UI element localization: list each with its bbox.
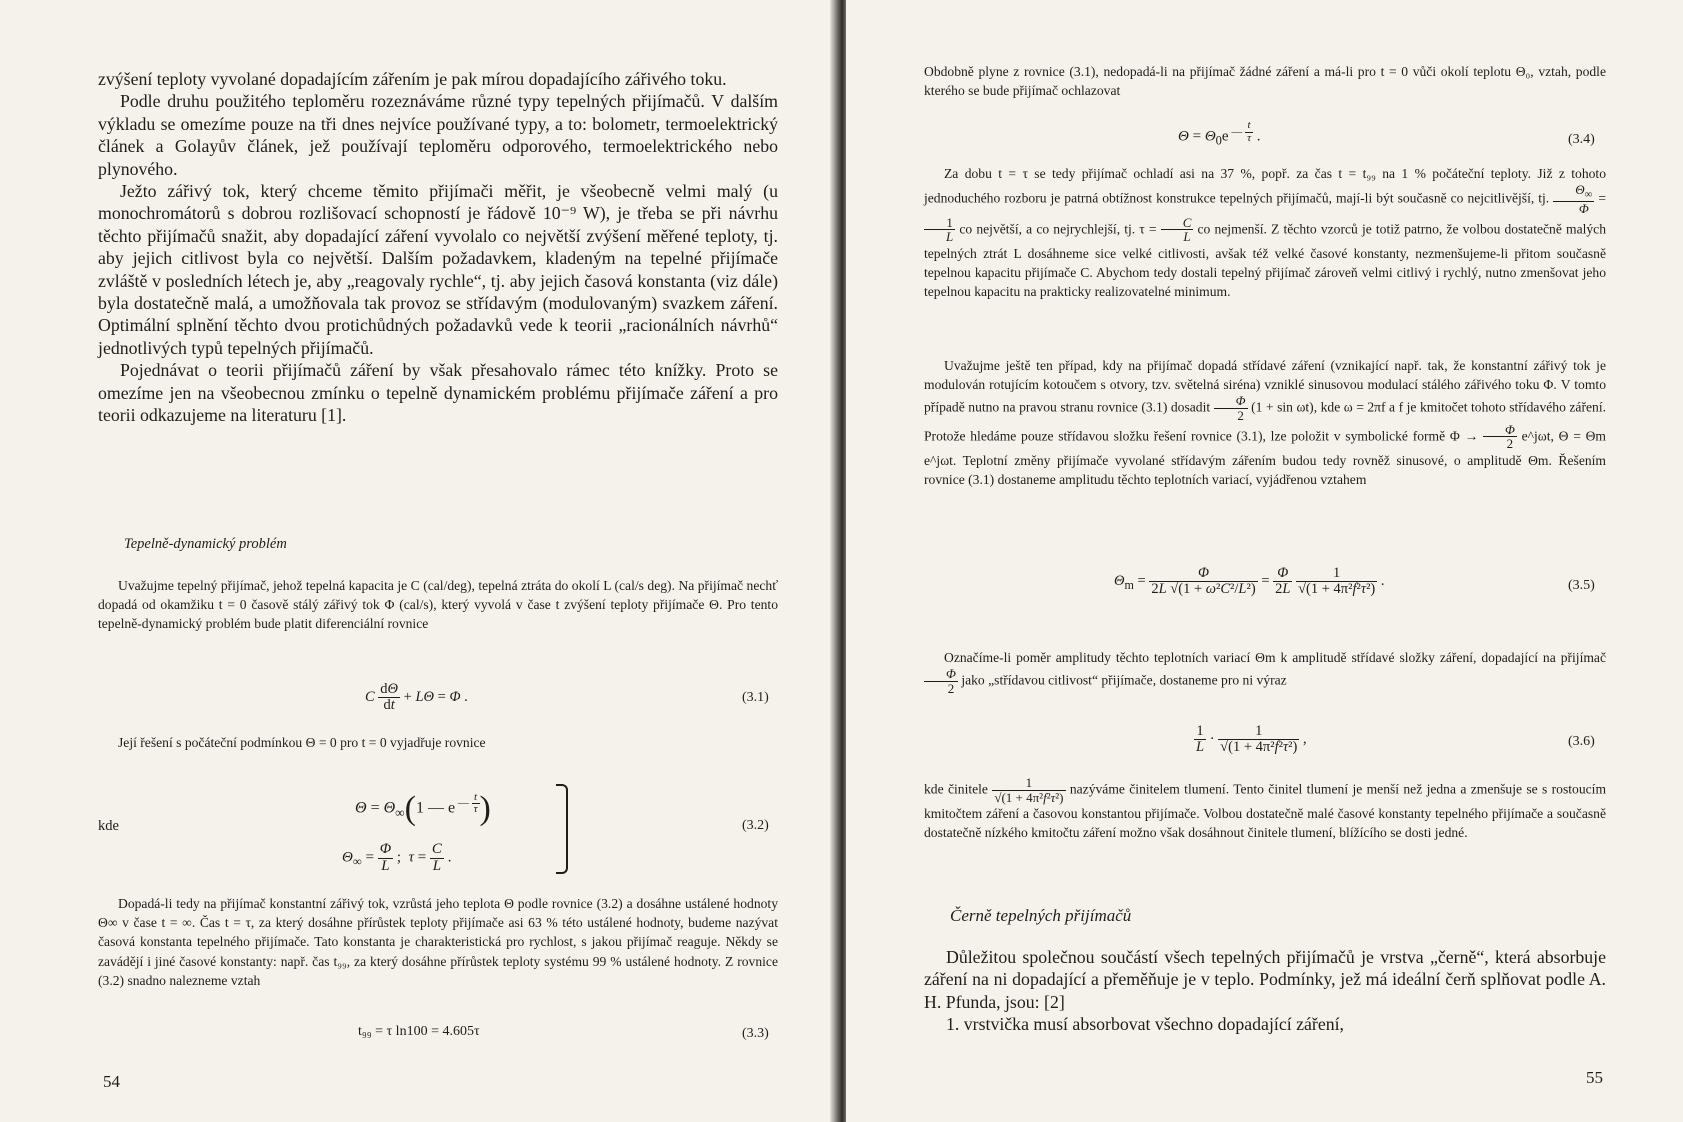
section-heading: Černě tepelných přijímačů (950, 906, 1132, 925)
list-item: 1. vrstvička musí absorbovat všechno dopadající záření, (946, 1014, 1344, 1035)
paragraph: Obdobně plyne z rovnice (3.1), nedopadá-li na přijímač žádné záření a má-li pro t = 0 vůči okolí teplotu Θ₀, vztah, podle kterého se bude přijímač ochlazovat (924, 64, 1606, 99)
equation-3-2-line1: $\Theta = \Theta_\infty(1$ — e $^{— \frac{t}{\tau}}$ ) (355, 790, 491, 827)
equation-number: (3.3) (742, 1026, 769, 1041)
right-bottom-text (924, 946, 1606, 1036)
equation-3-3: t₉₉ = τ ln100 = 4.605τ (358, 1024, 480, 1039)
section-heading: Tepelně-dynamický problém (124, 536, 287, 552)
left-page (0, 0, 836, 1122)
equation-brace (556, 784, 568, 874)
right-page (846, 0, 1683, 1122)
paragraph: Dopadá-li tedy na přijímač konstantní zářivý tok, vzrůstá jeho teplota Θ podle rovnice (3.2) a dosáhne ustálené hodnoty Θ∞ v čase t = ∞. Čas t = τ, za který dosáhne přírůstek teploty přijímače asi 63 % této ustálené hodnoty, budeme nazývat časová konstanta tepelného přijímače. Tato konstanta je charakteristická pro rychlost, s jakou přijímač reaguje. Někdy se zavádějí i jiné časové konstanty: např. čas t₉₉, za který dosáhne přírůstek teploty systému 99 % ustálené hodnoty. Z rovnice (3.2) snadno nalezneme vztah (98, 896, 778, 988)
equation-3-2-line2: $\Theta_\infty$ = $\frac{\Phi}{L}$ ; τ = $\frac{C}{L}$ . (342, 841, 452, 874)
equation-3-4: $\Theta = \Theta_0e$ $^{— \frac{t}{\tau}}$ . (1178, 119, 1261, 148)
paragraph: kde činitele $\frac{1}{\text{√(1 + 4π²f²τ²)}}$ nazýváme činitelem tlumení. Tento činitel tlumení je menší než jedna a zmenšuje se s rostoucím kmitočtem záření a časovou konstantou přijímače. Volbou dostatečně malé časové konstanty tepelného přijímače a současně dostatečně nízkého kmitočtu záření možno však dosáhnout činitele tlumení, blížícího se dosti jedné. (924, 775, 1607, 841)
paragraph: Uvažujme tepelný přijímač, jehož tepelná kapacita je C (cal/deg), tepelná ztráta do okolí L (cal/s deg). Na přijímač nechť dopadá od okamžiku t = 0 časově stálý zářivý tok Φ (cal/s), který vyvolá v čase t zvýšení teploty přijímače Θ. Pro tento tepelně-dynamický problém bude platit diferenciální rovnice (98, 578, 778, 632)
paragraph: Pojednávat o teorii přijímačů záření by však přesahovalo rámec této knížky. Proto se omezíme jen na všeobecnou zmínku o tepelně dynamickém problému přijímače záření a pro teorii odkazujeme na literaturu [1]. (98, 360, 778, 426)
equation-3-5: $\Theta_m$ = $\frac{\Phi}{\text{2L √(1 + ω²C²/L²)}}$ = $\frac{\Phi}{2L}$ $\frac{1}{\text{√(1 + 4π²f²τ²)}}$ . (1114, 565, 1385, 598)
equation-number: (3.2) (742, 818, 769, 833)
paragraph: zvýšení teploty vyvolané dopadajícím zářením je pak mírou dopadajícího zářivého toku. (98, 69, 727, 89)
paragraph: Uvažujme ještě ten případ, kdy na přijímač dopadá střídavé záření (vznikající např. tak, že konstantní zářivý tok je modulován rotujícím kotoučem s otvory, tzv. světelná siréna) vzniklé sinusovou modulací stálého zářivého toku Φ. V tomto případě nutno na pravou stranu rovnice (3.1) dosadit $\frac{\Phi}{2}$ (1 + sin ωt), kde ω = 2πf a f je kmitočet tohoto střídavého záření. Protože hledáme pouze střídavou složku řešení rovnice (3.1), lze položit v symbolické formě Φ → $\frac{\Phi}{2}$ e^jωt, Θ = Θm e^jωt. Teplotní změny přijímače vyvolané střídavým zářením budou tedy rovněž sinusové, o amplitudě Θm. Řešením rovnice (3.1) dostaneme amplitudu těchto teplotních variací, vyjádřenou vztahem (924, 358, 1606, 488)
page-number: 54 (103, 1072, 120, 1091)
paragraph: Označíme-li poměr amplitudy těchto teplotních variací Θm k amplitudě střídavé složky záření, dopadající na přijímač $\frac{\Phi}{2}$ jako „střídavou citlivost“ přijímače, dostaneme pro ni výraz (924, 648, 1606, 695)
paragraph: Ježto zářivý tok, který chceme těmito přijímači měřit, je všeobecně velmi malý (u monochromátorů s dobrou rozlišovací schopností je řádově 10⁻⁹ W), je třeba se při návrhu těchto přijímačů snažit, aby dopadající záření vyvolalo co největší zvýšení měřené teploty, tj. aby jejich citlivost byla co největší. Dalším požadavkem, kladeným na tepelné přijímače zvláště v posledních létech je, aby „reagovaly rychle“, tj. aby jejich časová konstanta (viz dále) byla dostatečně malá, a umožňovala tak provoz se střídavým (modulovaným) svazkem záření. Optimální splnění těchto dvou protichůdných požadavků vede k teorii „racionálních návrhů“ jednotlivých typů tepelných přijímačů. (98, 181, 778, 358)
equation-3-6: $\frac{1}{L}$ · $\frac{1}{\text{√(1 + 4π²f²τ²)}}$ , (1196, 723, 1307, 756)
equation-number: (3.6) (1568, 734, 1595, 749)
equation-number: (3.5) (1568, 578, 1595, 593)
equation-3-1: C $\frac{d\Theta}{dt}$ + LΘ = Φ . (365, 681, 468, 714)
page-number: 55 (1586, 1068, 1603, 1087)
paragraph: Důležitou společnou součástí všech tepelných přijímačů je vrstva „černě“, která absorbuje záření na ni dopadající a přeměňuje je v teplo. Podmínky, jež má ideální čerň splňovat podle A. H. Pfunda, jsou: [2] (924, 947, 1606, 1012)
kde-label: kde (98, 818, 119, 834)
left-top-text (98, 68, 778, 427)
paragraph: Za dobu t = τ se tedy přijímač ochladí asi na 37 %, popř. za čas t = t₉₉ na 1 % počáteční teploty. Již z tohoto jednoduchého rozboru je patrná obtížnost konstrukce tepelných přijímačů, mají-li být současně co nejcitlivější, tj. $\frac{\Theta_\infty}{\Phi}$ = $\frac{1}{L}$ co největší, a co nejrychlejší, tj. τ = $\frac{C}{L}$ co nejmenší. Z těchto vzorců je totiž patrno, že volbou dostatečně malých tepelných ztrát L dosáhneme sice velké citlivosti, avšak též velké časové konstanty, nezmenšujeme-li přitom současně tepelnou kapacitu přijímače C. Abychom tedy dostali tepelný přijímač zároveň velmi citlivý i rychlý, nutno zmenšovat jeho tepelnou kapacitu na prakticky realizovatelné minimum. (924, 166, 1607, 300)
equation-number: (3.1) (742, 690, 769, 705)
paragraph: Podle druhu použitého teploměru rozeznáváme různé typy tepelných přijímačů. V dalším výkladu se omezíme pouze na tři dnes nejvíce používané typy, a to: bolometr, termoelektrický článek a Golayův článek, jež používají teploměru odporového, termoelektrického nebo plynového. (98, 91, 778, 179)
paragraph: Její řešení s počáteční podmínkou Θ = 0 pro t = 0 vyjadřuje rovnice (118, 735, 486, 750)
equation-number: (3.4) (1568, 132, 1595, 147)
